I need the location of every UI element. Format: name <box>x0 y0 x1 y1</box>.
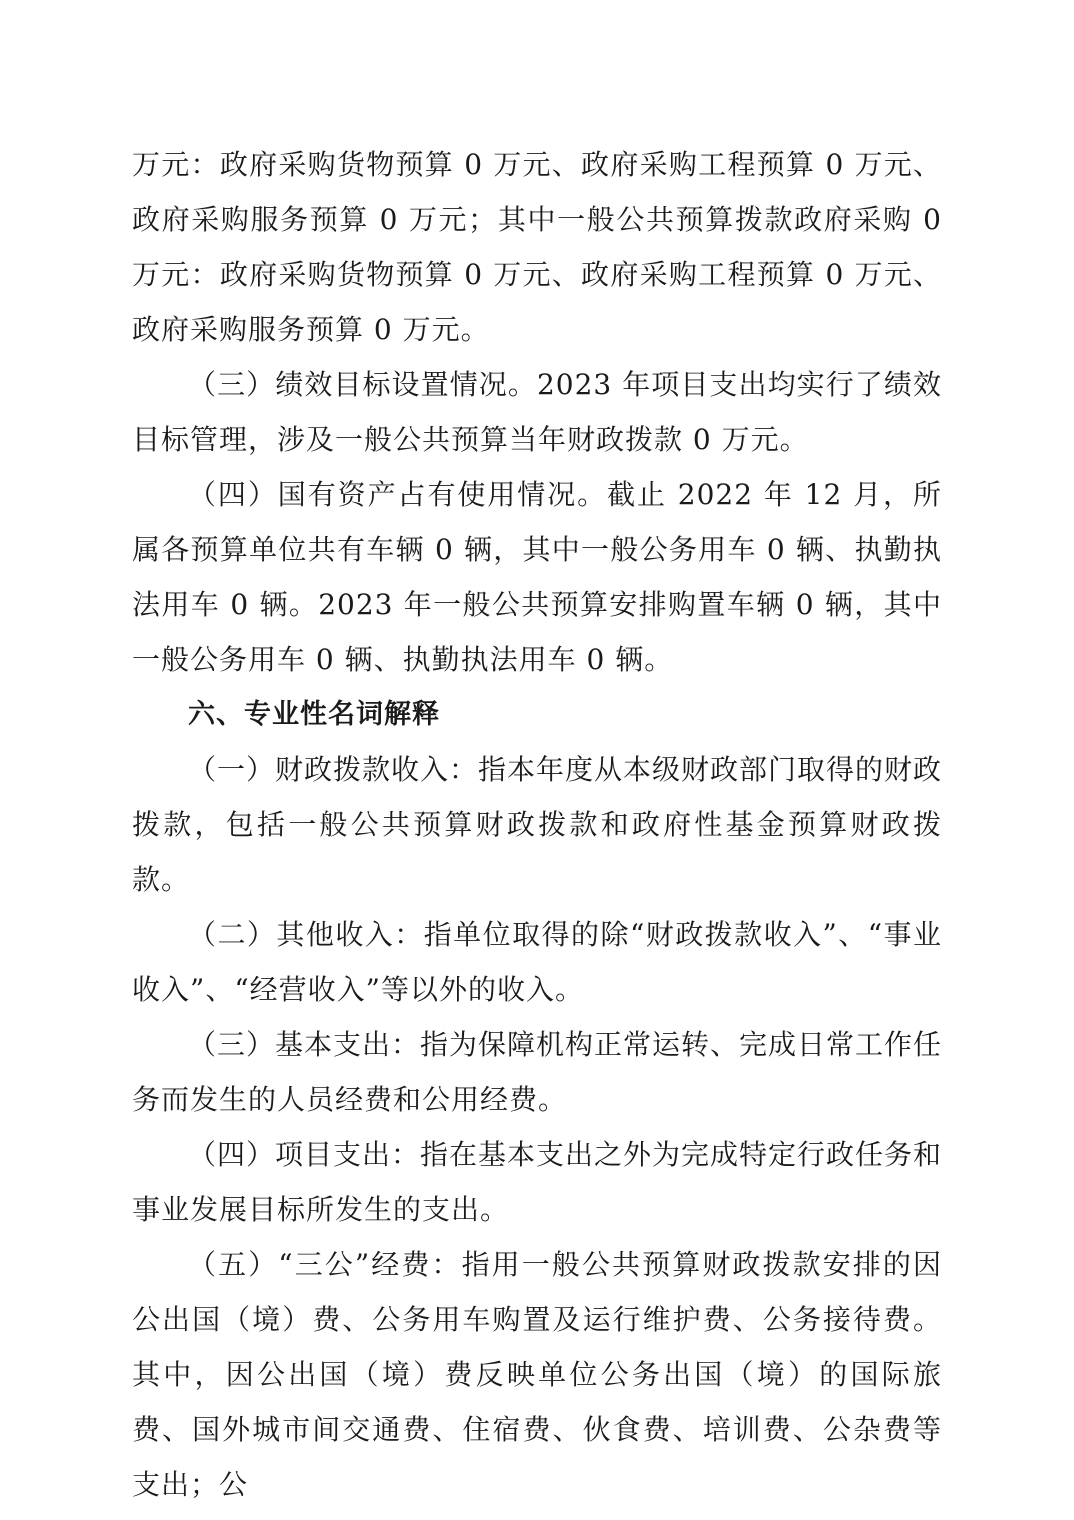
paragraph-term-fiscal-appropriation-income: （一）财政拨款收入：指本年度从本级财政部门取得的财政拨款，包括一般公共预算财政拨款和政府性基金预算财政拨款。 <box>132 753 943 896</box>
paragraph-performance-targets: （三）绩效目标设置情况。2023 年项目支出均实行了绩效目标管理，涉及一般公共预算当年财政拨款 0 万元。 <box>132 368 942 456</box>
paragraph-term-other-income: （二）其他收入：指单位取得的除“财政拨款收入”、“事业收入”、“经营收入”等以外的收入。 <box>132 918 942 1006</box>
paragraph-term-project-expenditure: （四）项目支出：指在基本支出之外为完成特定行政任务和事业发展目标所发生的支出。 <box>132 1138 943 1226</box>
paragraph-state-assets: （四）国有资产占有使用情况。截止 2022 年 12 月，所属各预算单位共有车辆 0 辆，其中一般公务用车 0 辆、执勤执法用车 0 辆。2023 年一般公共预算安排购置车辆 0 辆，其中一般公务用车 0 辆、执勤执法用车 0 辆。 <box>132 478 942 676</box>
paragraph-term-basic-expenditure: （三）基本支出：指为保障机构正常运转、完成日常工作任务而发生的人员经费和公用经费。 <box>132 1028 943 1116</box>
document-body <box>132 137 942 1512</box>
paragraph-term-three-public-expenses: （五）“三公”经费：指用一般公共预算财政拨款安排的因公出国（境）费、公务用车购置及运行维护费、公务接待费。其中，因公出国（境）费反映单位公务出国（境）的国际旅费、国外城市间交通费、住宿费、伙食费、培训费、公杂费等支出；公 <box>132 1248 942 1501</box>
paragraph-procurement-continuation: 万元：政府采购货物预算 0 万元、政府采购工程预算 0 万元、政府采购服务预算 0 万元；其中一般公共预算拨款政府采购 0 万元：政府采购货物预算 0 万元、政府采购工程预算 0 万元、政府采购服务预算 0 万元。 <box>132 148 942 346</box>
section-heading-terminology: 六、专业性名词解释 <box>188 699 440 730</box>
